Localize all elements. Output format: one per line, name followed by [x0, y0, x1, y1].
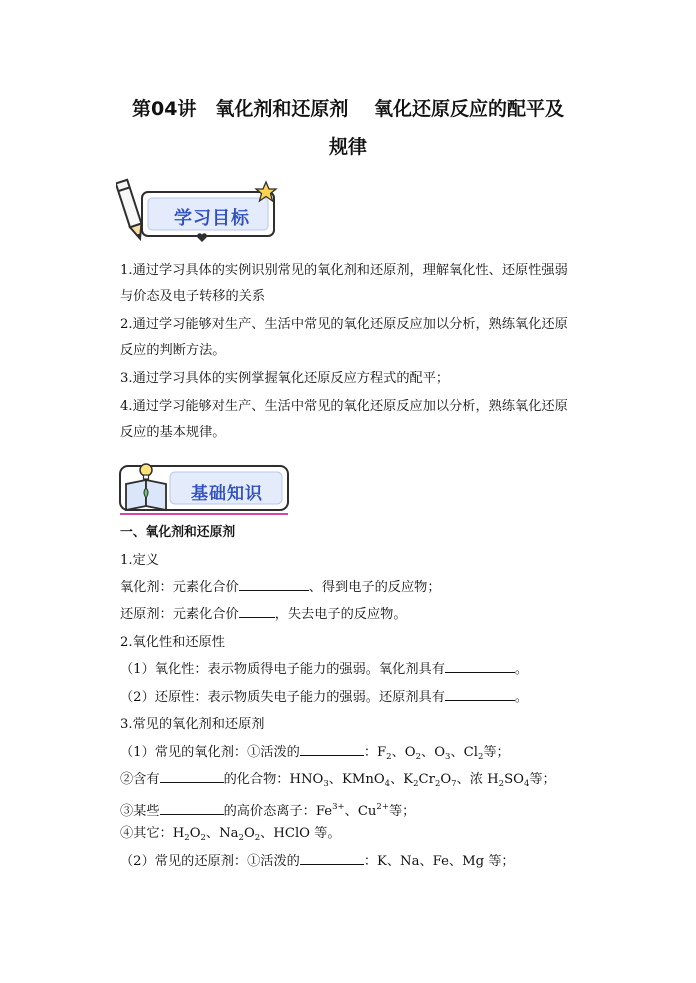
subscript: 2	[434, 779, 441, 789]
answer-blank[interactable]	[239, 605, 275, 618]
answer-blank[interactable]	[300, 743, 364, 756]
text: ④其它：H	[120, 826, 185, 841]
goal-item-4: 4.通过学习能够对生产、生活中常见的氧化还原反应加以分析，熟练氧化还原反应的基本规律。	[120, 399, 568, 440]
text: 。	[514, 690, 529, 705]
page-title	[100, 90, 596, 166]
section-heading: 一、氧化剂和还原剂	[120, 525, 236, 540]
goals-banner-label: 学习目标	[174, 208, 250, 229]
text: 等；	[529, 772, 556, 787]
text: （1）氧化性：表示物质得电子能力的强弱。氧化剂具有	[120, 662, 445, 677]
subscript: 2	[413, 779, 419, 789]
text: 还原剂：元素化合价	[120, 607, 239, 622]
text: Cr	[418, 772, 435, 787]
common-oxidants	[120, 740, 580, 770]
text: 、HClO 等。	[260, 826, 341, 841]
knowledge-banner-label: 基础知识	[191, 484, 263, 504]
book-icon	[126, 480, 166, 510]
answer-blank[interactable]	[445, 660, 515, 673]
oxidant-others	[120, 821, 580, 851]
text: 、浓 H	[456, 772, 499, 787]
goals-banner	[116, 176, 280, 248]
text: 、Cu	[344, 804, 377, 819]
answer-blank[interactable]	[239, 578, 309, 591]
text: O	[189, 826, 201, 841]
text: 、O	[391, 745, 416, 760]
text: 的化合物：HNO	[223, 772, 324, 787]
text: 、KMnO	[328, 772, 385, 787]
goal-item-3: 3.通过学习具体的实例掌握氧化还原反应方程式的配平；	[120, 371, 450, 386]
text: 、K	[390, 772, 414, 787]
text: SO	[504, 772, 524, 787]
subscript: 2	[184, 833, 190, 843]
text: 、O	[421, 745, 446, 760]
subscript: 2	[238, 833, 244, 843]
answer-blank[interactable]	[160, 802, 224, 815]
text: 氧化剂：元素化合价	[120, 580, 239, 595]
answer-blank[interactable]	[160, 770, 224, 783]
oxidant-compounds	[120, 767, 580, 797]
reducing-property	[120, 685, 580, 711]
text: 、得到电子的反应物；	[308, 580, 441, 595]
text: （2）常见的还原剂：①活泼的	[120, 854, 300, 869]
title-line-1: 第04讲 氧化剂和还原剂 氧化还原反应的配平及	[131, 98, 565, 120]
subscript: 7	[451, 779, 457, 789]
subhead-common: 3.常见的氧化剂和还原剂	[120, 717, 265, 732]
subscript: 4	[384, 779, 391, 789]
answer-blank[interactable]	[300, 852, 364, 865]
text: ③某些	[120, 804, 160, 819]
subscript: 2	[200, 833, 206, 843]
subscript: 2	[477, 752, 484, 762]
subscript: 4	[523, 779, 530, 789]
subscript: 3	[323, 779, 329, 789]
common-reductants	[120, 849, 580, 875]
heart-icon	[197, 233, 207, 242]
subscript: 2	[415, 752, 422, 762]
answer-blank[interactable]	[445, 688, 515, 701]
text: ，失去电子的反应物。	[274, 607, 407, 622]
text: 、Na	[205, 826, 239, 841]
reductant-definition	[120, 602, 580, 628]
text: （2）还原性：表示物质失电子能力的强弱。还原剂具有	[120, 690, 445, 705]
subscript: 2	[386, 752, 392, 762]
text: （1）常见的氧化剂：①活泼的	[120, 745, 300, 760]
text: ②含有	[120, 772, 160, 787]
superscript: 3+	[332, 802, 345, 812]
text: 等；	[388, 804, 416, 819]
text: 等；	[483, 745, 510, 760]
title-line-2: 规律	[328, 136, 367, 158]
text: 、Cl	[450, 745, 478, 760]
subhead-definition: 1.定义	[120, 553, 159, 568]
oxidant-definition	[120, 575, 580, 601]
goal-item-2: 2.通过学习能够对生产、生活中常见的氧化还原反应加以分析，熟练氧化还原反应的判断方法。	[120, 317, 568, 358]
goal-item-1: 1.通过学习具体的实例识别常见的氧化剂和还原剂，理解氧化性、还原性强弱与价态及电子转移的关系	[120, 263, 568, 304]
text: ：F	[363, 745, 387, 760]
oxidizing-property	[120, 657, 580, 683]
subscript: 2	[254, 833, 261, 843]
subscript: 2	[498, 779, 505, 789]
text: O	[243, 826, 255, 841]
superscript: 2+	[376, 802, 389, 812]
text: O	[440, 772, 452, 787]
subhead-properties: 2.氧化性和还原性	[120, 635, 225, 650]
text: ：K、Na、Fe、Mg 等；	[363, 854, 515, 869]
text: 的高价态离子：Fe	[223, 804, 333, 819]
subscript: 3	[445, 752, 451, 762]
text: 。	[514, 662, 529, 677]
knowledge-banner	[116, 460, 296, 520]
